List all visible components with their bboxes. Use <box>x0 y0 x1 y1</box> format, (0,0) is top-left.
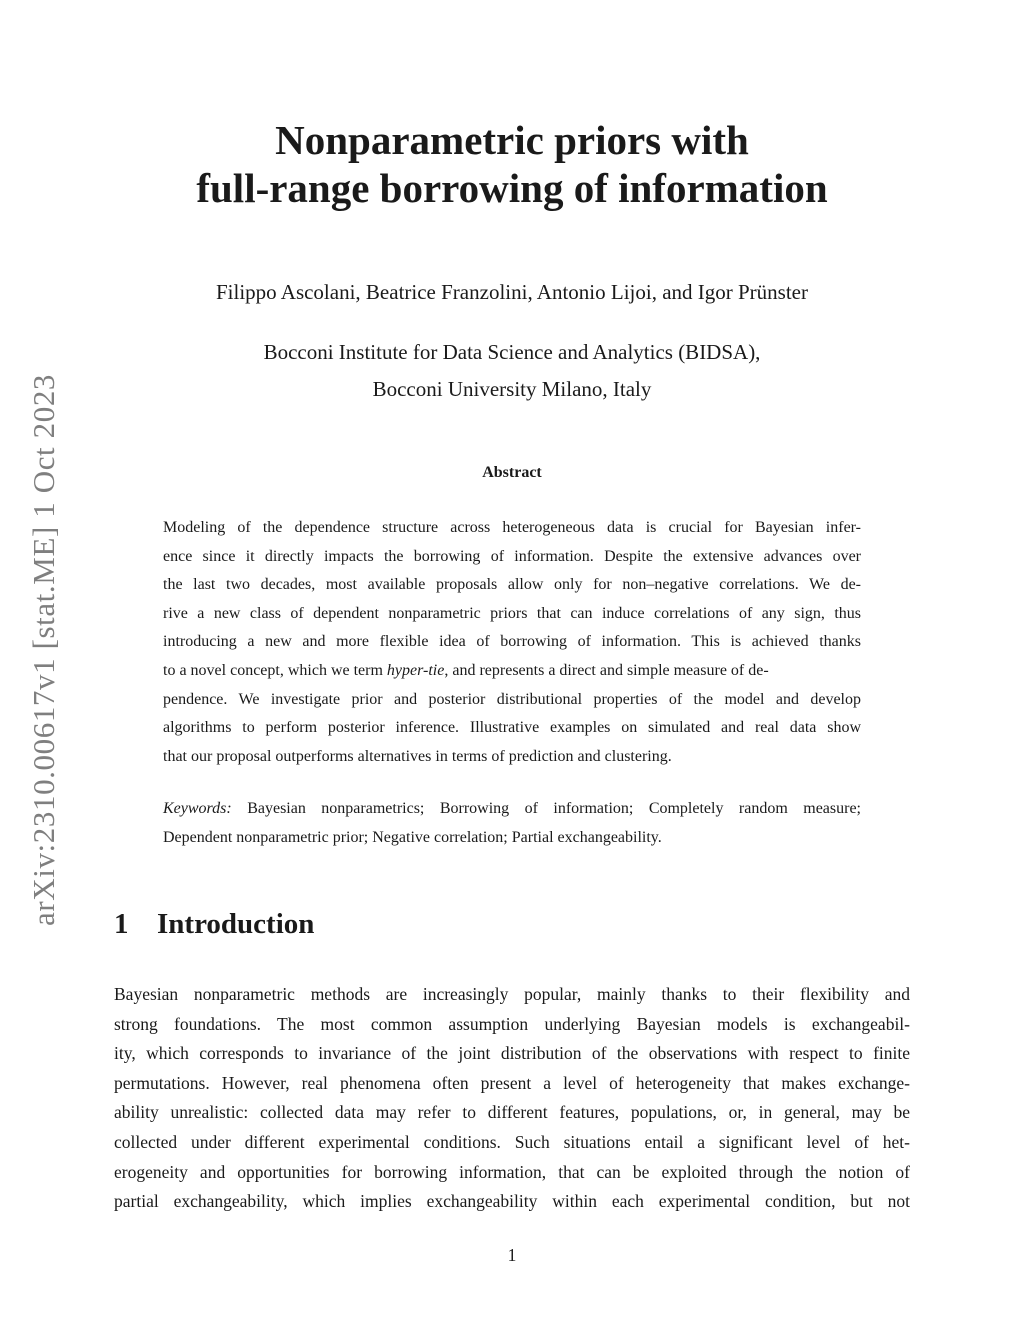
abstract-line-text: to a novel concept, which we term <box>163 661 383 679</box>
abstract-line-text: , and represents a direct and simple measure of de- <box>444 661 769 679</box>
abstract-line: introducing a new and more flexible idea of borrowing of information. This is achieved thanks <box>163 633 861 651</box>
section-title: Introduction <box>157 908 315 940</box>
intro-line: permutations. However, real phenomena often present a level of heterogeneity that makes exchange- <box>114 1072 910 1093</box>
abstract-body <box>163 514 861 771</box>
affiliation-line-1: Bocconi Institute for Data Science and Analytics (BIDSA), <box>263 340 761 364</box>
paper-title <box>112 116 912 212</box>
abstract-line <box>163 657 861 686</box>
author-list: Filippo Ascolani, Beatrice Franzolini, Antonio Lijoi, and Igor Prünster <box>216 280 808 304</box>
hyper-tie-term: hyper-tie <box>386 661 445 679</box>
abstract-heading: Abstract <box>482 464 542 481</box>
title-line-2: full-range borrowing of information <box>196 165 828 211</box>
keywords-label: Keywords: <box>163 800 232 817</box>
introduction-body <box>114 980 910 1217</box>
abstract-line: Modeling of the dependence structure across heterogeneous data is crucial for Bayesian infer- <box>163 519 861 536</box>
intro-line: strong foundations. The most common assumption underlying Bayesian models is exchangeabil- <box>114 1013 910 1034</box>
section-heading <box>114 904 314 944</box>
section-number: 1 <box>114 908 129 940</box>
abstract-line: that our proposal outperforms alternatives in terms of prediction and clustering. <box>163 747 672 765</box>
intro-line: erogeneity and opportunities for borrowing information, that can be exploited through the notion of <box>114 1161 910 1182</box>
affiliation-line-2: Bocconi University Milano, Italy <box>372 377 652 401</box>
abstract-line: ence since it directly impacts the borrowing of information. Despite the extensive advances over <box>163 547 861 565</box>
abstract-line: rive a new class of dependent nonparametric priors that can induce correlations of any sign, thus <box>163 604 861 622</box>
intro-line: ability unrealistic: collected data may refer to different features, populations, or, in general, may be <box>114 1102 910 1123</box>
abstract-line: algorithms to perform posterior inference. Illustrative examples on simulated and real data show <box>163 719 861 737</box>
keywords-line-2: Dependent nonparametric prior; Negative correlation; Partial exchangeability. <box>163 829 662 846</box>
affiliation <box>112 334 912 408</box>
keywords-line-1 <box>163 794 861 823</box>
intro-line: Bayesian nonparametric methods are increasingly popular, mainly thanks to their flexibility and <box>114 984 910 1004</box>
arxiv-identifier: arXiv:2310.00617v1 [stat.ME] 1 Oct 2023 <box>26 373 61 927</box>
page-number: 1 <box>507 1245 517 1265</box>
intro-line: collected under different experimental conditions. Such situations entail a significant level of het- <box>114 1131 910 1152</box>
intro-line: partial exchangeability, which implies exchangeability within each experimental condition, but not <box>114 1191 910 1212</box>
keywords-text: Bayesian nonparametrics; Borrowing of information; Completely random measure; <box>247 800 861 817</box>
title-line-1: Nonparametric priors with <box>275 117 749 163</box>
intro-line: ity, which corresponds to invariance of the joint distribution of the observations with respect to finite <box>114 1043 910 1064</box>
abstract-line: the last two decades, most available proposals allow only for non–negative correlations. We de- <box>163 576 861 594</box>
abstract-line: pendence. We investigate prior and posterior distributional properties of the model and develop <box>163 690 861 708</box>
keywords <box>163 794 861 852</box>
